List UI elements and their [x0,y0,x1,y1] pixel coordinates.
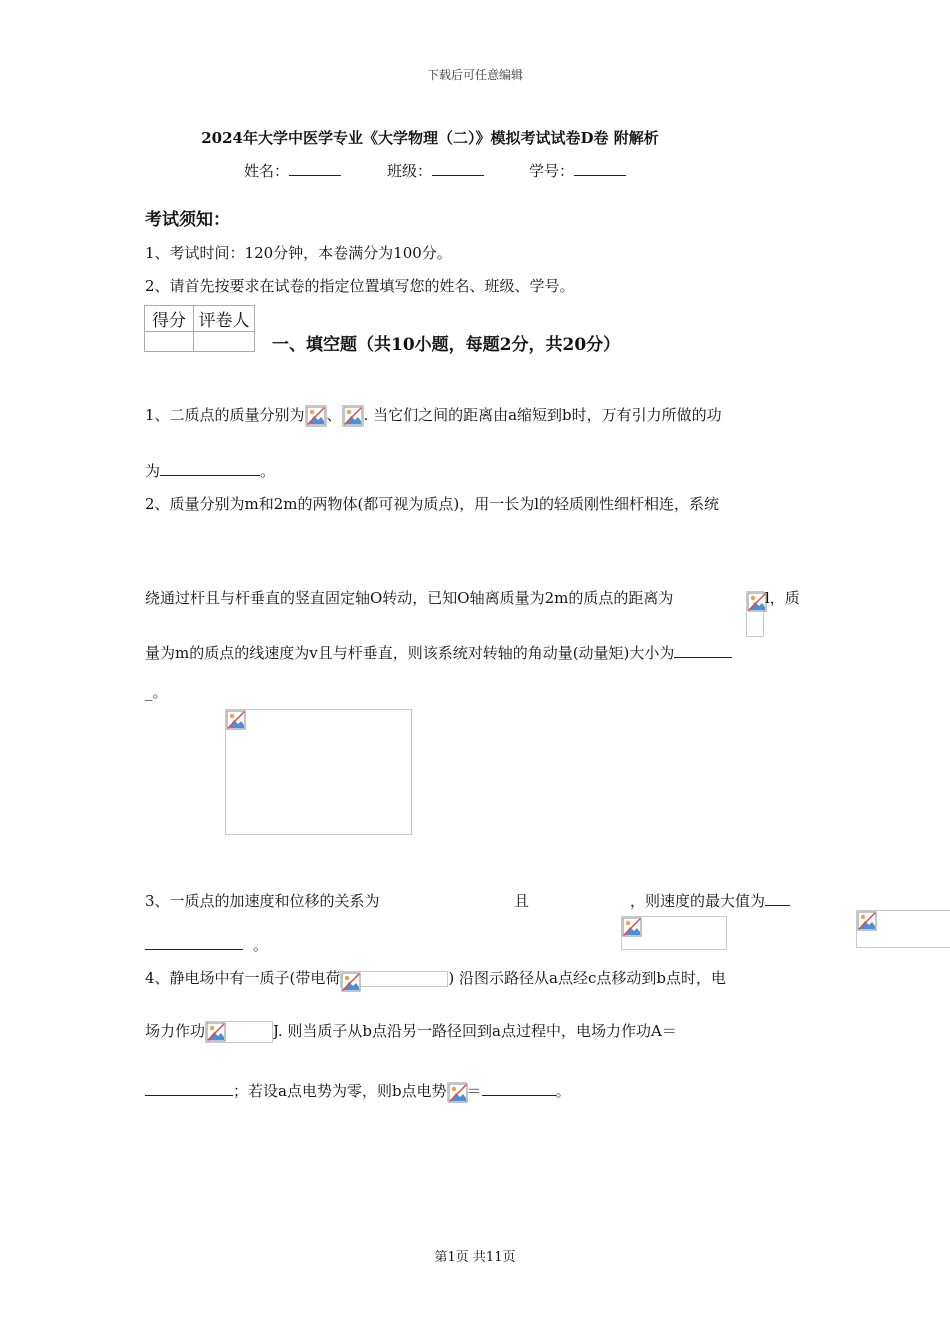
question-3-line-1c: ，则速度的最大值为 [630,890,790,911]
broken-image-icon [340,971,448,987]
page-header: 下载后可任意编辑 [426,68,523,82]
id-blank[interactable] [574,161,626,176]
broken-image-icon [447,1082,467,1102]
score-header: 得分 [145,306,194,332]
broken-image-icon [746,591,764,637]
class-field [387,160,484,181]
section-title: 一、填空题（共10小题，每题2分，共20分） [272,335,621,355]
question-4-line-1: 4、静电场中有一质子(带电荷 ) 沿图示路径从a点经c点移动到b点时，电 [145,967,726,988]
question-4-line-2: 场力作功 J. 则当质子从b点沿另一路径回到a点过程中，电场力作功A＝ [145,1020,677,1043]
broken-image-icon [856,910,950,948]
class-blank[interactable] [432,161,484,176]
id-field [529,160,626,181]
exam-title: 2024年大学中医学专业《大学物理（二）》模拟考试试卷D卷 附解析 [201,129,659,147]
question-2-figure [225,709,412,835]
grader-cell[interactable] [194,332,255,352]
question-3-line-1b: 且 [514,892,530,910]
broken-image-icon [621,916,727,950]
question-1-line-2: 为 。 [145,462,276,480]
name-field [244,160,341,181]
score-cell[interactable] [145,332,194,352]
question-3-line-1a: 3、一质点的加速度和位移的关系为 [145,892,380,910]
question-2-line-2: 绕通过杆且与杆垂直的竖直固定轴O转动，已知O轴离质量为2m的质点的距离为 [145,589,674,607]
answer-blank[interactable] [145,1081,233,1096]
broken-image-icon [305,405,327,427]
question-2-line-1: 2、质量分别为m和2m的两物体(都可视为质点)，用一长为l的轻质刚性细杆相连，系统 [145,495,720,513]
question-2-line-4: _。 [145,683,168,701]
question-1-line-1: 1、二质点的质量分别为 、 . 当它们之间的距离由a缩短到b时，万有引力所做的功 [145,404,722,427]
answer-blank[interactable] [145,935,243,950]
score-table [144,305,255,352]
broken-image-icon [342,405,364,427]
broken-image-icon [205,1021,273,1043]
question-3-line-2: 。 [145,934,268,955]
class-label: 班级： [387,162,433,180]
answer-blank[interactable] [482,1081,556,1096]
notice-item-2: 2、请首先按要求在试卷的指定位置填写您的姓名、班级、学号。 [145,277,575,295]
notice-item-1: 1、考试时间：120分钟，本卷满分为100分。 [145,244,452,262]
grader-header: 评卷人 [194,306,255,332]
id-label: 学号： [529,162,575,180]
question-4-line-3: ；若设a点电势为零，则b点电势 ＝ 。 [145,1080,571,1102]
question-2-line-2-tail: l，质 [765,589,800,607]
notice-heading: 考试须知： [145,210,230,230]
answer-blank[interactable] [765,891,790,906]
name-label: 姓名： [244,162,290,180]
question-2-line-3: 量为m的质点的线速度为v且与杆垂直，则该系统对转轴的角动量(动量矩)大小为 [145,642,732,663]
answer-blank[interactable] [674,643,732,658]
page-footer: 第1页 共11页 [434,1250,516,1265]
name-blank[interactable] [289,161,341,176]
answer-blank[interactable] [160,461,260,476]
